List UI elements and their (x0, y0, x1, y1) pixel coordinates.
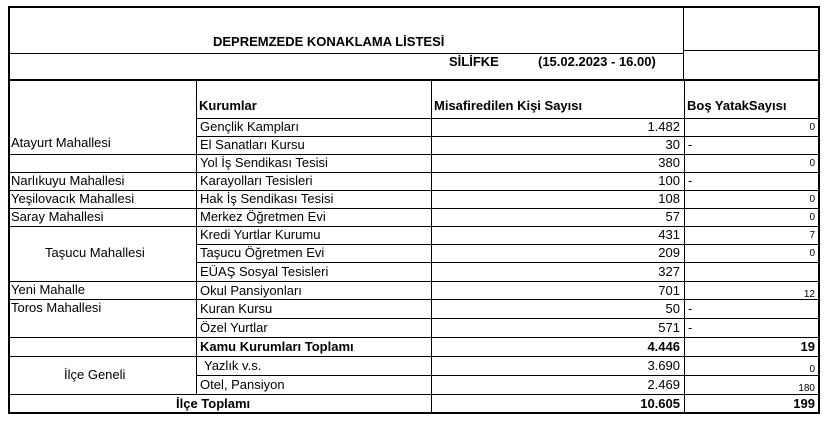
divider (8, 356, 818, 357)
guests-cell: 701 (658, 283, 680, 298)
beds-cell: - (688, 301, 693, 316)
group-label: Atayurt Mahallesi (11, 135, 111, 150)
beds-cell: 7 (809, 230, 815, 241)
guests-cell: 327 (658, 264, 680, 279)
institution-cell: Kuran Kursu (200, 301, 273, 316)
institution-cell: Yol İş Sendikası Tesisi (200, 155, 328, 170)
public-total-label: Kamu Kurumları Toplamı (200, 339, 354, 354)
institution-cell: Kredi Yurtlar Kurumu (200, 227, 321, 242)
guests-cell: 100 (658, 173, 680, 188)
beds-cell: - (688, 320, 693, 335)
beds-cell: 0 (809, 158, 815, 169)
divider (683, 6, 684, 80)
district-total-guests: 10.605 (640, 396, 680, 411)
public-total-guests: 4.446 (647, 339, 680, 354)
divider (8, 79, 820, 81)
beds-cell: 12 (803, 289, 815, 300)
beds-cell: 0 (809, 248, 815, 259)
header-empty-beds: Boş YatakSayısı (687, 98, 787, 113)
institution-cell: Merkez Öğretmen Evi (200, 209, 326, 224)
institution-cell: Özel Yurtlar (200, 320, 268, 335)
institution-cell: Yazlık v.s. (204, 358, 262, 373)
accommodation-table (8, 6, 820, 414)
guests-cell: 209 (658, 245, 680, 260)
divider (196, 81, 197, 394)
border-left (8, 6, 10, 414)
institution-cell: Otel, Pansiyon (200, 377, 285, 392)
beds-cell: 0 (809, 212, 815, 223)
institution-cell: El Sanatları Kursu (200, 137, 305, 152)
guests-cell: 380 (658, 155, 680, 170)
guests-cell: 30 (665, 137, 680, 152)
guests-cell: 1.482 (647, 119, 680, 134)
beds-cell: 0 (809, 364, 815, 375)
beds-cell: 0 (809, 194, 815, 205)
document-title: DEPREMZEDE KONAKLAMA LİSTESİ (213, 34, 445, 49)
header-institutions: Kurumlar (199, 98, 257, 113)
beds-cell: - (688, 173, 693, 188)
date-range: (15.02.2023 - 16.00) (538, 54, 656, 69)
institution-cell: EÜAŞ Sosyal Tesisleri (200, 264, 329, 279)
guests-cell: 50 (665, 301, 680, 316)
group-label: Narlıkuyu Mahallesi (11, 173, 125, 188)
beds-cell: 0 (809, 122, 815, 133)
group-label: Yeşilovacık Mahallesi (11, 191, 135, 206)
divider (683, 50, 818, 51)
beds-cell: 180 (798, 383, 815, 394)
institution-cell: Hak İş Sendikası Tesisi (200, 191, 334, 206)
group-label: Yeni Mahalle (11, 282, 85, 297)
guests-cell: 3.690 (647, 358, 680, 373)
guests-cell: 2.469 (647, 377, 680, 392)
group-label: Toros Mahallesi (11, 300, 102, 315)
guests-cell: 57 (665, 209, 680, 224)
public-total-beds: 19 (800, 339, 815, 354)
district-name: SİLİFKE (449, 54, 499, 69)
institution-cell: Gençlik Kampları (200, 119, 299, 134)
group-label: İlçe Geneli (64, 367, 126, 382)
header-guests: Misafiredilen Kişi Sayısı (434, 98, 583, 113)
beds-cell: - (688, 137, 693, 152)
divider (8, 281, 818, 282)
guests-cell: 571 (658, 320, 680, 335)
institution-cell: Okul Pansiyonları (200, 283, 302, 298)
group-label: Taşucu Mahallesi (45, 245, 145, 260)
guests-cell: 108 (658, 191, 680, 206)
guests-cell: 431 (658, 227, 680, 242)
group-label: Saray Mahallesi (11, 209, 104, 224)
border-top (8, 6, 820, 8)
district-total-beds: 199 (793, 396, 815, 411)
district-total-label: İlçe Toplamı (176, 396, 251, 411)
institution-cell: Taşucu Öğretmen Evi (200, 245, 325, 260)
border-right (818, 6, 820, 414)
institution-cell: Karayolları Tesisleri (200, 173, 313, 188)
